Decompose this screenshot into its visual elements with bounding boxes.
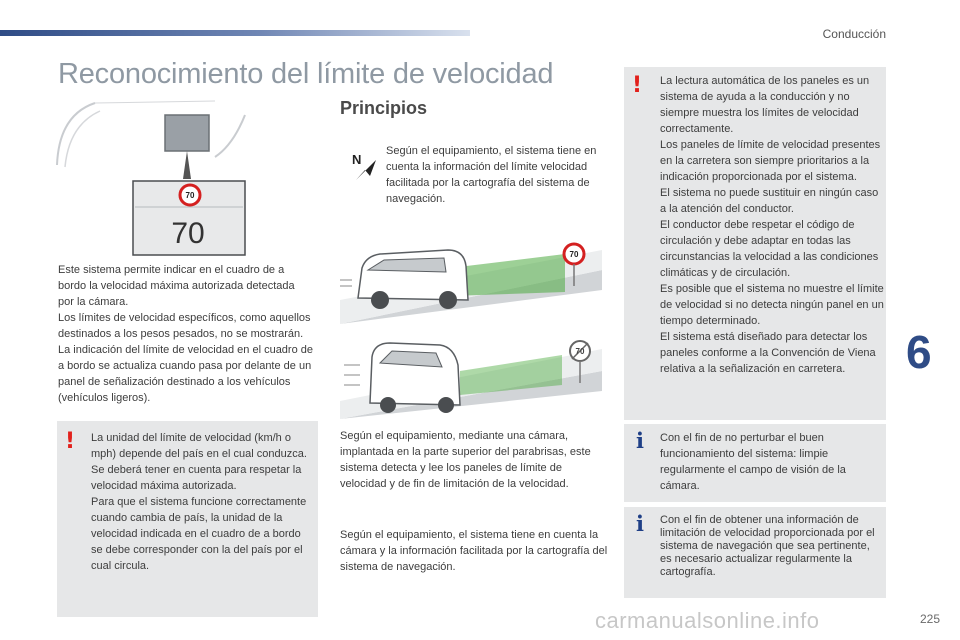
info-icon: i xyxy=(636,428,644,453)
van-illustration-green-beam xyxy=(340,240,602,324)
dashboard-illustration xyxy=(55,95,250,257)
dash-sign-value: 70 xyxy=(185,191,195,200)
warning-line: La lectura automática de los paneles es un sistema de ayuda a la conducción y no siempre muestra los límites de velocidad correctamente. xyxy=(660,75,870,135)
warning-line: El sistema no puede sustituir en ningún caso a la atención del conductor. xyxy=(660,187,879,215)
warning-line: El conductor debe respetar el código de circulación y debe adaptar en todas las circunstancias la velocidad a las condiciones climáticas y de circulación. xyxy=(660,219,879,279)
warning-icon: ! xyxy=(632,73,643,98)
info-text: Con el fin de no perturbar el buen funcionamiento del sistema: limpie regularmente el campo de visión de la cámara. xyxy=(660,432,846,492)
warning-line: Se deberá tener en cuenta para respetar la velocidad máxima autorizada. xyxy=(91,464,302,492)
watermark: carmanualsonline.info xyxy=(595,608,820,633)
intro-line: Los límites de velocidad específicos, como aquellos destinados a los pesos pesados, no se mostrarán. xyxy=(58,312,311,340)
info-text: Con el fin de obtener una información de limitación de velocidad proporcionada por el sistema de navegación que sea pertinente, es necesario actualizar regularmente la cartografía. xyxy=(660,514,875,578)
svg-text:N: N xyxy=(352,152,362,167)
van1-sign-value: 70 xyxy=(569,250,579,259)
intro-line: Este sistema permite indicar en el cuadro de a bordo la velocidad máxima autorizada detectada por la cámara. xyxy=(58,264,295,308)
info-box-cartography xyxy=(624,507,886,598)
camera-text: Según el equipamiento, mediante una cámara, implantada en la parte superior del parabrisas, este sistema detecta y lee los paneles de límite de velocidad y de fin de limitación de la velocidad. xyxy=(340,430,591,490)
dash-display-value: 70 xyxy=(171,217,205,250)
chapter-number: 6 xyxy=(906,326,932,378)
section-name: Conducción xyxy=(822,27,886,41)
intro-line: La indicación del límite de velocidad en el cuadro de a bordo se actualiza cuando pasa por delante de un panel de señalización destinado a los vehículos (vehículos ligeros). xyxy=(58,344,313,404)
warning-line: El sistema está diseñado para detectar los paneles conforme a la Convención de Viena relativa a la señalización en carretera. xyxy=(660,331,876,375)
subtitle: Principios xyxy=(340,98,428,118)
cartography-text: Según el equipamiento, el sistema tiene en cuenta la cámara y la información facilitada por la cartografía del sistema de navegación. xyxy=(340,529,608,573)
info-box-camera xyxy=(624,424,886,502)
warning-line: Es posible que el sistema no muestre el límite de velocidad si no detecta ningún panel en un tiempo determinado. xyxy=(660,283,884,327)
page-number: 225 xyxy=(919,612,940,626)
warning-line: Los paneles de límite de velocidad presentes en la carretera son siempre prioritarios a la indicación proporcionada por el sistema. xyxy=(660,139,881,183)
navigation-note: Según el equipamiento, el sistema tiene en cuenta la información del límite velocidad facilitada por la cartografía del sistema de navegación. xyxy=(386,145,597,205)
warning-line: Para que el sistema funcione correctamente cuando cambia de país, la unidad de la velocidad indicada en el cuadro de a bordo se debe corresponder con la del país por el cual circula. xyxy=(91,496,307,572)
van2-sign-value: 70 xyxy=(575,347,585,356)
header-accent-bar xyxy=(0,30,470,36)
van-illustration-sign-passed xyxy=(340,335,602,419)
info-icon: i xyxy=(636,511,644,536)
warning-icon: ! xyxy=(65,429,76,454)
warning-line: La unidad del límite de velocidad (km/h o mph) depende del país en el cual conduzca. xyxy=(91,432,307,460)
warning-box-left xyxy=(57,421,318,617)
intro-text xyxy=(58,262,313,406)
page-title: Reconocimiento del límite de velocidad xyxy=(58,58,554,90)
warning-box-right xyxy=(624,67,886,420)
navigation-icon xyxy=(350,150,378,182)
